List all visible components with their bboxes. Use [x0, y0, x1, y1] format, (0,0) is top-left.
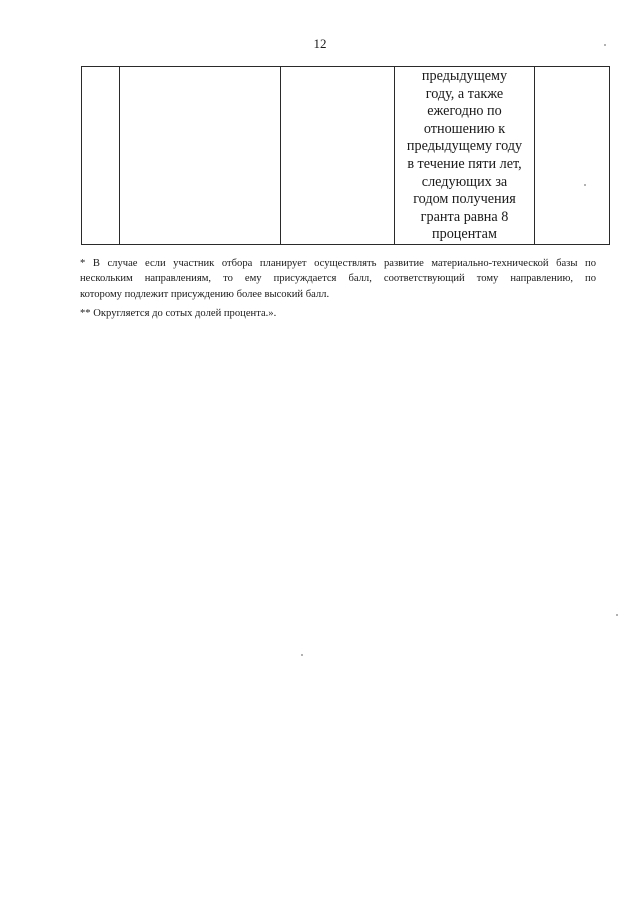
cell-line: предыдущему году — [406, 138, 523, 155]
footnote-single-star — [80, 256, 596, 302]
scan-speck — [604, 44, 606, 46]
table-cell-criterion — [281, 67, 395, 245]
table-cell-name — [120, 67, 281, 245]
continued-table — [81, 66, 610, 245]
cell-line: следующих за — [421, 173, 508, 190]
footnote-line: которому подлежит присуждению более высокий балл. — [80, 288, 330, 300]
footnote-line: * В случае если участник отбора планирует осуществлять развитие материально-технической базы по — [80, 258, 596, 269]
scan-speck — [616, 614, 618, 616]
cell-line: в течение пяти лет, — [407, 155, 522, 172]
cell-line: гранта равна 8 — [420, 208, 509, 225]
table-row — [82, 67, 610, 245]
cell-line: году, а также — [425, 85, 504, 102]
table-cell-number — [82, 67, 120, 245]
table-cell-score — [535, 67, 610, 245]
scan-speck — [584, 184, 586, 186]
cell-line: годом получения — [413, 191, 516, 208]
table-cell-description — [395, 67, 535, 245]
cell-line: предыдущему — [421, 68, 508, 84]
cell-line: отношению к — [423, 120, 506, 137]
footnote-double-star: ** Округляется до сотых долей процента.». — [80, 308, 277, 320]
cell-description-text — [395, 67, 534, 244]
page-number: 12 — [313, 36, 327, 51]
cell-line: ежегодно по — [427, 103, 502, 120]
footnote-line: нескольким направлениям, то ему присуждается балл, соответствующий тому направлению, по — [80, 273, 596, 285]
cell-line: процентам — [432, 226, 497, 243]
scan-speck — [301, 654, 303, 656]
footnotes — [80, 256, 596, 326]
